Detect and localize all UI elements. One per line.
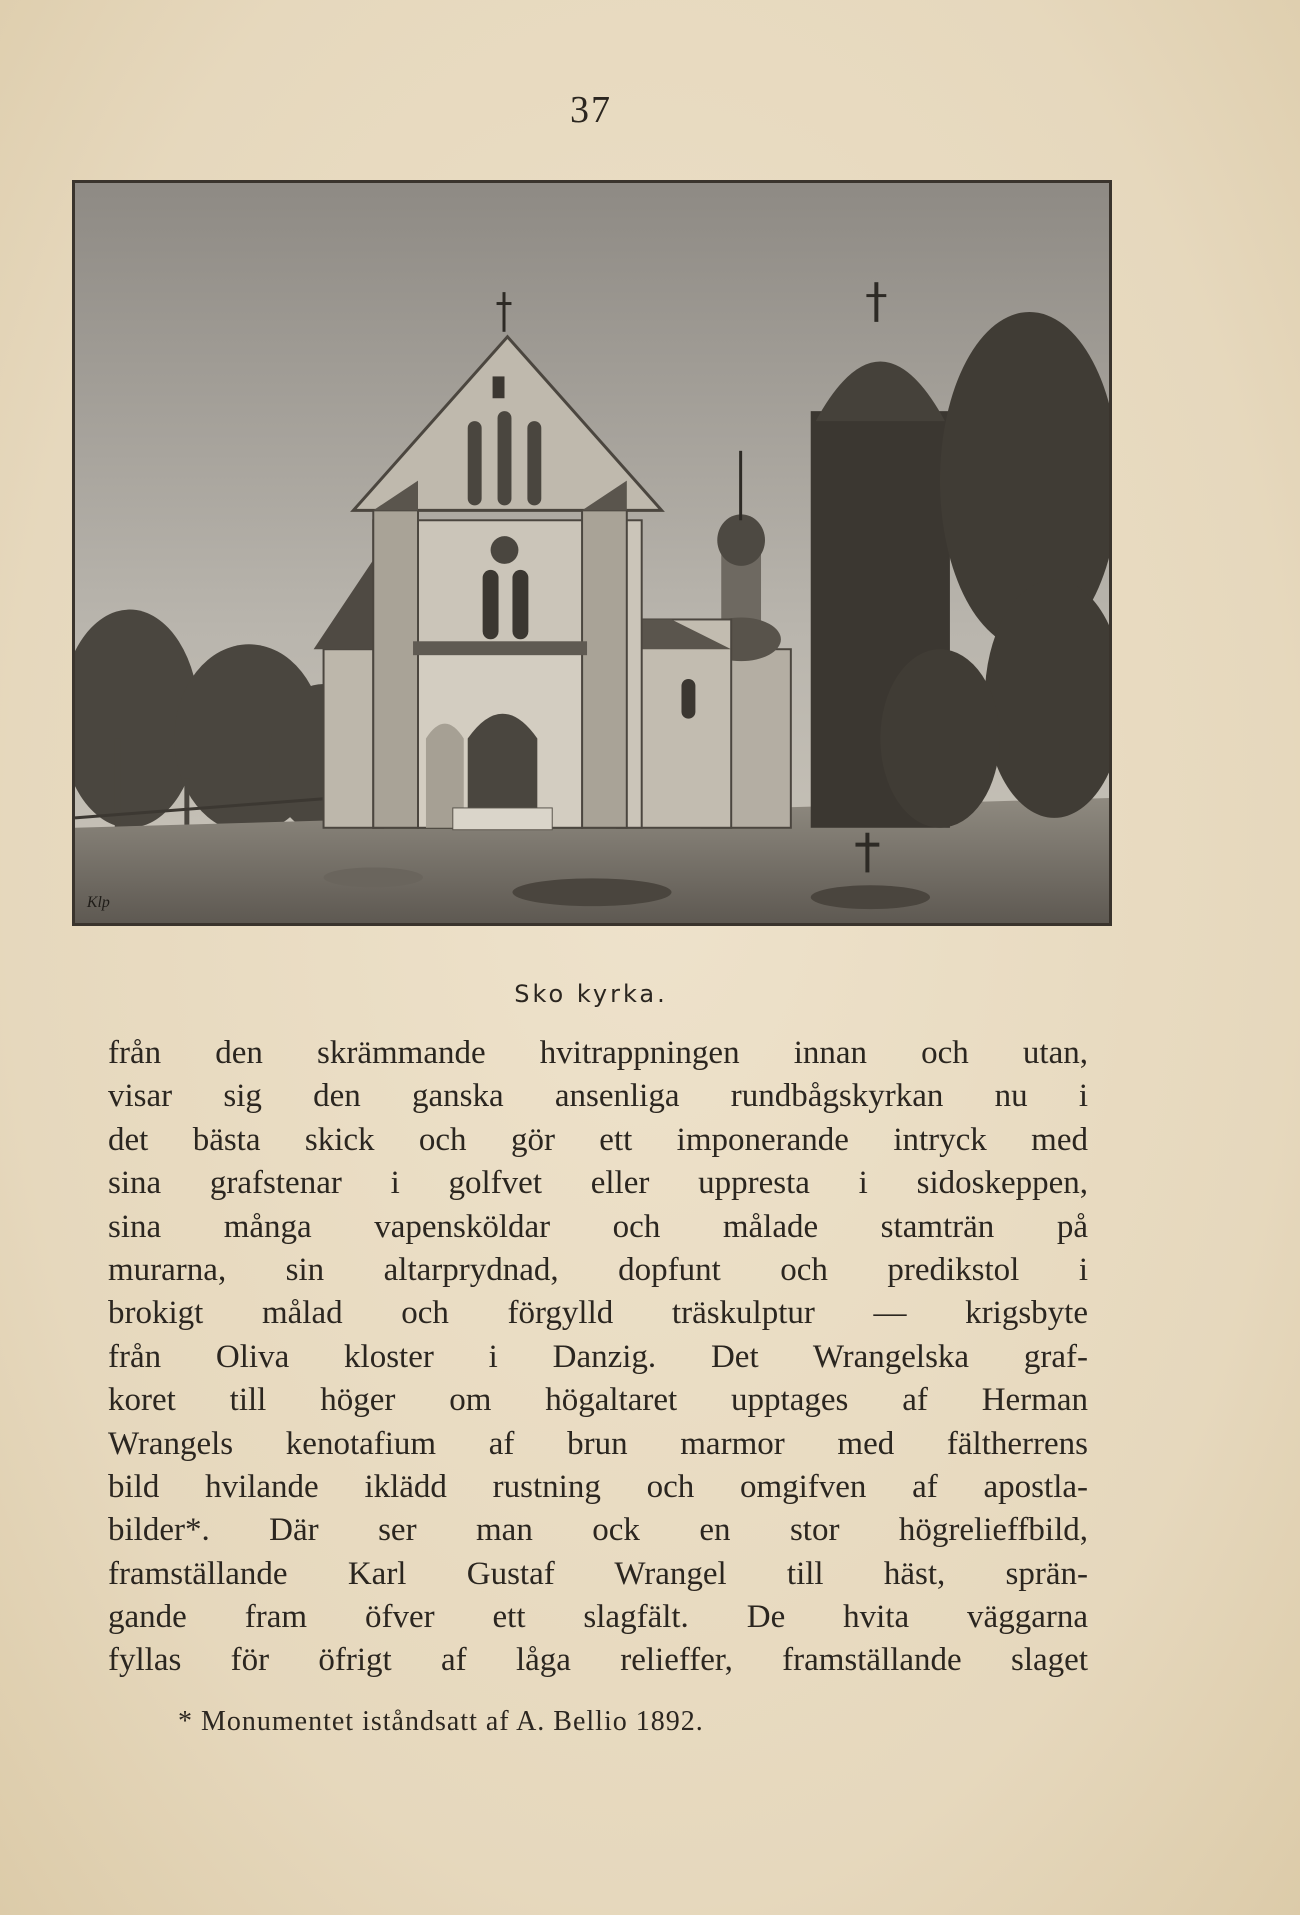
text-line: sina många vapensköldar och målade stamträn på [108,1208,1088,1245]
text-line: gande fram öfver ett slagfält. De hvita väggarna [108,1599,1088,1636]
text-line: framställande Karl Gustaf Wrangel till häst, sprän- [108,1555,1088,1592]
text-line: Wrangels kenotafium af brun marmor med fältherrens [108,1425,1088,1462]
church-illustration [72,180,1112,926]
engraver-signature: Klp [86,894,110,912]
text-line: sina grafstenar i golfvet eller uppresta i sidoskeppen, [108,1165,1088,1202]
page-number: 37 [570,89,612,131]
text-line: visar sig den ganska ansenliga rundbågskyrkan nu i [108,1078,1088,1115]
figure-caption: Sko kyrka. [514,980,668,1008]
text-line: från den skrämmande hvitrappningen innan och utan, [108,1035,1088,1071]
footnote: * Monumentet iståndsatt af A. Bellio 1892. [178,1706,704,1737]
text-line: bild hvilande iklädd rustning och omgifven af apostla- [108,1468,1088,1505]
body-text [108,1032,1088,1683]
text-line: från Oliva kloster i Danzig. Det Wrangelska graf- [108,1338,1088,1375]
church-engraving [75,183,1109,923]
text-line: bilder*. Där ser man ock en stor högrelieffbild, [108,1512,1088,1549]
text-line: brokigt målad och förgylld träskulptur — krigsbyte [108,1295,1088,1332]
text-line: det bästa skick och gör ett imponerande intryck med [108,1121,1088,1158]
text-line: murarna, sin altarprydnad, dopfunt och predikstol i [108,1251,1088,1288]
text-line: fyllas för öfrigt af låga relieffer, framställande slaget [108,1642,1088,1679]
text-line: koret till höger om högaltaret upptages af Herman [108,1382,1088,1419]
